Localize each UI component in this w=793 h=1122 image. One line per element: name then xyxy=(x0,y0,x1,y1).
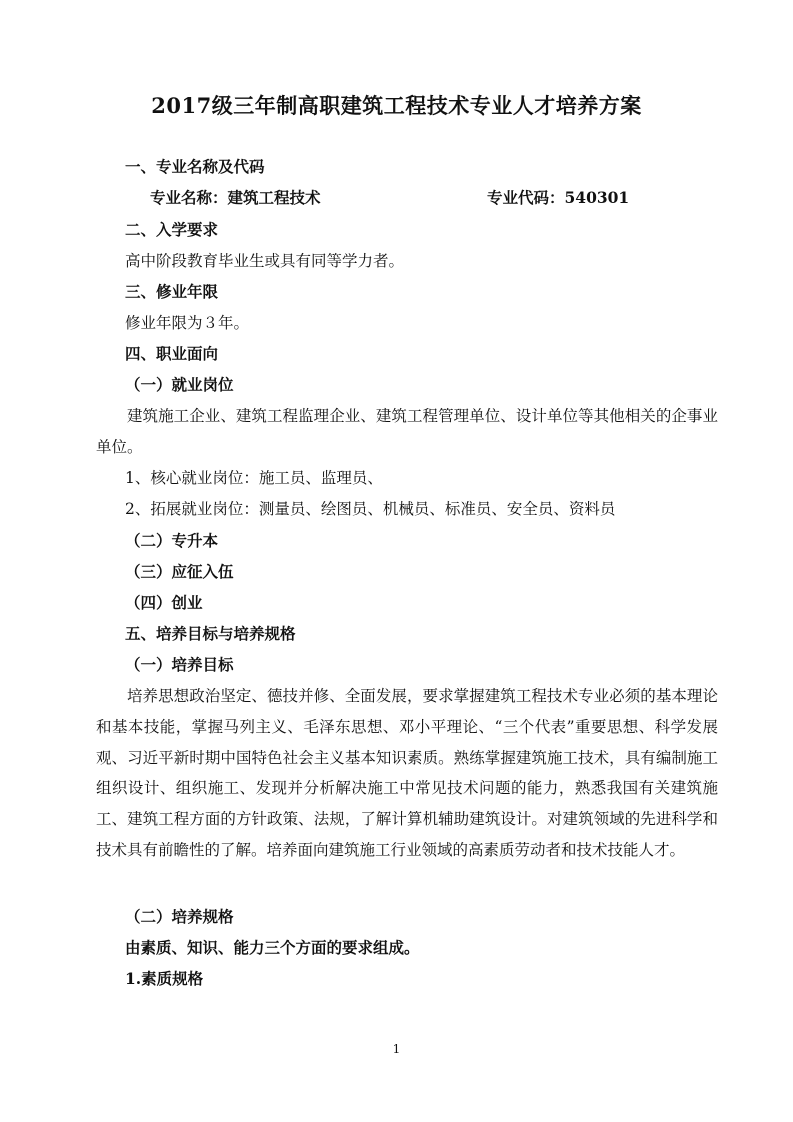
core-positions: 1、核心就业岗位：施工员、监理员、 xyxy=(125,469,383,487)
document-title: 2017级三年制高职建筑工程技术专业人才培养方案 xyxy=(151,93,642,118)
specifications-text: 由素质、知识、能力三个方面的要求组成。 xyxy=(125,938,420,957)
objectives-paragraph: 培养思想政治坚定、德技并修、全面发展，要求掌握建筑工程技术专业必须的基本理论和基本技能，掌握马列主义、毛泽东思想、邓小平理论、“三个代表”重要思想、科学发展观、习近平新时期中国特色社会主义基本知识素质。熟练掌握建筑施工技术，具有编制施工组织设计、组织施工、发现并分析解决施工中常见技术问题的能力，熟悉我国有关建筑施工、建筑工程方面的方针政策、法规，了解计算机辅助建筑设计。对建筑领域的先进科学和技术具有前瞻性的了解。培养面向建筑施工行业领域的高素质劳动者和技术技能人才。 xyxy=(96,687,718,859)
subsection-specifications: （二）培养规格 xyxy=(125,907,234,926)
section-heading-4: 四、职业面向 xyxy=(125,344,219,363)
extended-positions: 2、拓展就业岗位：测量员、绘图员、机械员、标准员、安全员、资料员 xyxy=(125,500,616,518)
duration-text: 修业年限为３年。 xyxy=(125,314,250,332)
quality-specifications: 1.素质规格 xyxy=(125,969,204,988)
subsection-employment: （一）就业岗位 xyxy=(125,375,234,394)
admission-text: 高中阶段教育毕业生或具有同等学力者。 xyxy=(125,252,405,270)
section-heading-3: 三、修业年限 xyxy=(125,282,219,301)
section-heading-5: 五、培养目标与培养规格 xyxy=(125,624,296,643)
major-name-text: 专业名称：建筑工程技术 xyxy=(150,188,321,207)
subsection-military: （三）应征入伍 xyxy=(125,562,234,581)
subsection-entrepreneurship: （四）创业 xyxy=(125,593,203,612)
page-number: 1 xyxy=(392,1042,401,1056)
employment-paragraph: 建筑施工企业、建筑工程监理企业、建筑工程管理单位、设计单位等其他相关的企事业单位。 xyxy=(96,407,718,456)
section-heading-1: 一、专业名称及代码 xyxy=(125,157,265,176)
subsection-upgrade: （二）专升本 xyxy=(125,531,219,550)
subsection-objectives: （一）培养目标 xyxy=(125,655,234,674)
section-heading-2: 二、入学要求 xyxy=(125,220,219,239)
major-code: 专业代码：540301 xyxy=(487,188,630,207)
